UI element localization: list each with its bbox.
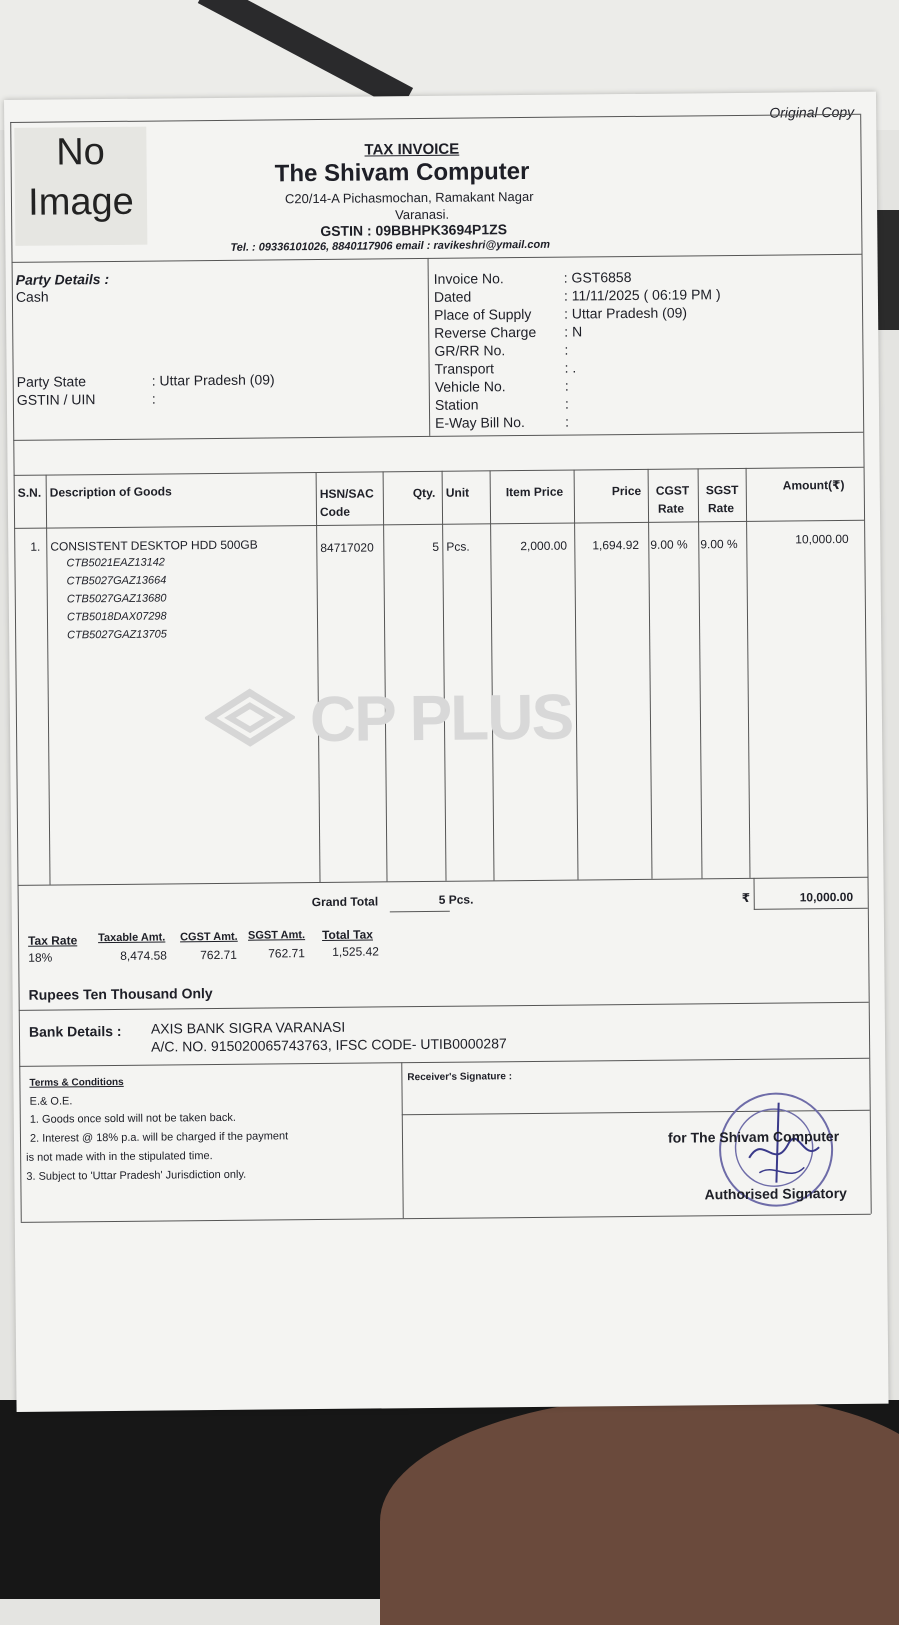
bank-name: AXIS BANK SIGRA VARANASI <box>151 1019 345 1037</box>
cp-plus-logo-icon <box>205 687 296 748</box>
terms-line: 2. Interest @ 18% p.a. will be charged if the payment <box>30 1130 288 1144</box>
col-description: Description of Goods <box>50 484 172 499</box>
party-gstin-label: GSTIN / UIN <box>17 391 96 408</box>
col-line <box>746 468 751 878</box>
bank-bottom-line <box>19 1058 869 1067</box>
item-amount: 10,000.00 <box>795 532 849 547</box>
amount-in-words: Rupees Ten Thousand Only <box>29 985 213 1003</box>
receiver-signature: Receiver's Signature : <box>407 1071 512 1083</box>
col-price: Price <box>612 484 641 498</box>
meta-label: E-Way Bill No. <box>435 414 525 431</box>
meta-value: : GST6858 <box>564 269 632 286</box>
grand-total-label: Grand Total <box>312 894 379 909</box>
watermark-text: CP PLUS <box>310 680 573 757</box>
item-description: CONSISTENT DESKTOP HDD 500GB <box>50 538 258 554</box>
col-line <box>648 469 653 879</box>
party-state-label: Party State <box>17 373 86 390</box>
taxable-value: 8,474.58 <box>120 948 167 962</box>
items-bottom-line <box>18 877 868 886</box>
terms-heading: Terms & Conditions <box>29 1077 123 1089</box>
bank-account: A/C. NO. 915020065743763, IFSC CODE- UTIB0000287 <box>151 1035 507 1054</box>
cgst-amt-value: 762.71 <box>200 948 237 962</box>
item-unit: Pcs. <box>446 540 469 554</box>
sign-divider <box>401 1062 403 1218</box>
col-unit: Unit <box>446 486 469 500</box>
header-divider <box>12 254 862 263</box>
company-contact: Tel. : 09336101026, 8840117906 email : ravikeshri@ymail.com <box>230 239 550 254</box>
meta-divider <box>428 258 431 436</box>
item-hsn: 84717020 <box>320 540 374 555</box>
meta-label: Station <box>435 396 479 412</box>
meta-label: Transport <box>435 360 495 377</box>
item-serial: CTB5027GAZ13680 <box>67 592 167 605</box>
doc-title: TAX INVOICE <box>364 141 459 159</box>
item-sn: 1. <box>30 540 40 554</box>
col-cgst: CGST <box>656 483 689 497</box>
total-box-bottom <box>754 908 868 910</box>
invoice-sheet <box>4 92 889 1412</box>
meta-value: : <box>564 342 568 358</box>
authorised-signatory: Authorised Signatory <box>704 1185 847 1202</box>
grand-total-amount: 10,000.00 <box>800 890 854 905</box>
sgst-amt-header: SGST Amt. <box>248 929 305 942</box>
terms-line: E.& O.E. <box>30 1095 73 1107</box>
meta-label: Reverse Charge <box>434 324 536 341</box>
meta-label: GR/RR No. <box>434 342 505 359</box>
meta-label: Vehicle No. <box>435 378 506 395</box>
party-state-value: : Uttar Pradesh (09) <box>152 371 275 388</box>
item-serial: CTB5021EAZ13142 <box>66 556 165 569</box>
cgst-amt-header: CGST Amt. <box>180 931 238 944</box>
col-line <box>316 472 321 882</box>
meta-value: : <box>565 396 569 412</box>
col-sgst: SGST <box>706 483 739 497</box>
meta-label: Place of Supply <box>434 306 531 323</box>
taxable-header: Taxable Amt. <box>98 931 165 944</box>
terms-line: is not made with in the stipulated time. <box>26 1150 213 1164</box>
invoice-meta <box>434 271 436 433</box>
meta-value: : 11/11/2025 ( 06:19 PM ) <box>564 286 721 304</box>
item-serial: CTB5027GAZ13705 <box>67 628 167 641</box>
party-heading: Party Details : <box>16 271 110 288</box>
party-name: Cash <box>16 289 49 305</box>
sgst-amt-value: 762.71 <box>268 946 305 960</box>
col-line <box>574 470 579 880</box>
grand-total-qty: 5 Pcs. <box>439 893 474 907</box>
meta-value: : <box>565 414 569 430</box>
frame-bottom <box>21 1214 871 1223</box>
meta-label: Dated <box>434 289 472 305</box>
meta-value: : . <box>565 360 577 376</box>
terms-line: 1. Goods once sold will not be taken back. <box>30 1112 236 1126</box>
col-line <box>383 471 388 881</box>
tax-rate-value: 18% <box>28 951 52 965</box>
total-box-line <box>754 878 755 910</box>
item-serial: CTB5018DAX07298 <box>67 610 167 623</box>
col-item-price: Item Price <box>506 485 564 500</box>
col-line <box>490 470 495 880</box>
words-bottom-line <box>19 1002 869 1011</box>
col-hsn-code: Code <box>320 505 350 519</box>
item-item-price: 2,000.00 <box>520 539 567 553</box>
col-qty: Qty. <box>413 486 436 500</box>
meta-value: : Uttar Pradesh (09) <box>564 304 687 321</box>
qty-underline <box>390 911 450 913</box>
header-row-line <box>14 520 864 529</box>
terms-line: 3. Subject to 'Uttar Pradesh' Jurisdiction only. <box>26 1169 246 1183</box>
item-qty: 5 <box>432 540 439 554</box>
meta-bottom-line <box>13 432 863 441</box>
frame-right <box>860 114 872 1214</box>
col-sgst-rate: Rate <box>708 501 734 515</box>
item-cgst-rate: 9.00 % <box>650 537 687 551</box>
table-top-line <box>14 467 864 476</box>
frame-top <box>10 114 860 123</box>
col-sn: S.N. <box>18 486 41 500</box>
company-address: C20/14-A Pichasmochan, Ramakant Nagar <box>285 189 534 206</box>
company-name: The Shivam Computer <box>275 158 530 188</box>
total-tax-header: Total Tax <box>322 927 373 941</box>
meta-value: : <box>565 378 569 394</box>
col-cgst-rate: Rate <box>658 501 684 515</box>
party-gstin-value: : <box>152 391 156 407</box>
col-line <box>442 471 447 881</box>
col-amount: Amount(₹) <box>783 478 845 493</box>
tax-rate-header: Tax Rate <box>28 933 77 947</box>
meta-label: Invoice No. <box>434 270 504 287</box>
item-serial: CTB5027GAZ13664 <box>67 574 167 587</box>
company-gstin: GSTIN : 09BBHPK3694P1ZS <box>320 221 507 239</box>
currency-symbol: ₹ <box>742 891 750 905</box>
col-line <box>46 475 51 885</box>
total-tax-value: 1,525.42 <box>332 944 379 958</box>
col-line <box>698 468 703 878</box>
company-city: Varanasi. <box>395 207 449 223</box>
logo-placeholder: No Image <box>14 127 147 246</box>
col-hsn: HSN/SAC <box>320 486 374 501</box>
meta-value: : N <box>564 323 582 339</box>
copy-label: Original Copy <box>769 104 854 121</box>
bank-label: Bank Details : <box>29 1023 122 1040</box>
for-company: for The Shivam Computer <box>668 1128 839 1146</box>
item-price: 1,694.92 <box>592 538 639 552</box>
item-sgst-rate: 9.00 % <box>700 537 737 551</box>
